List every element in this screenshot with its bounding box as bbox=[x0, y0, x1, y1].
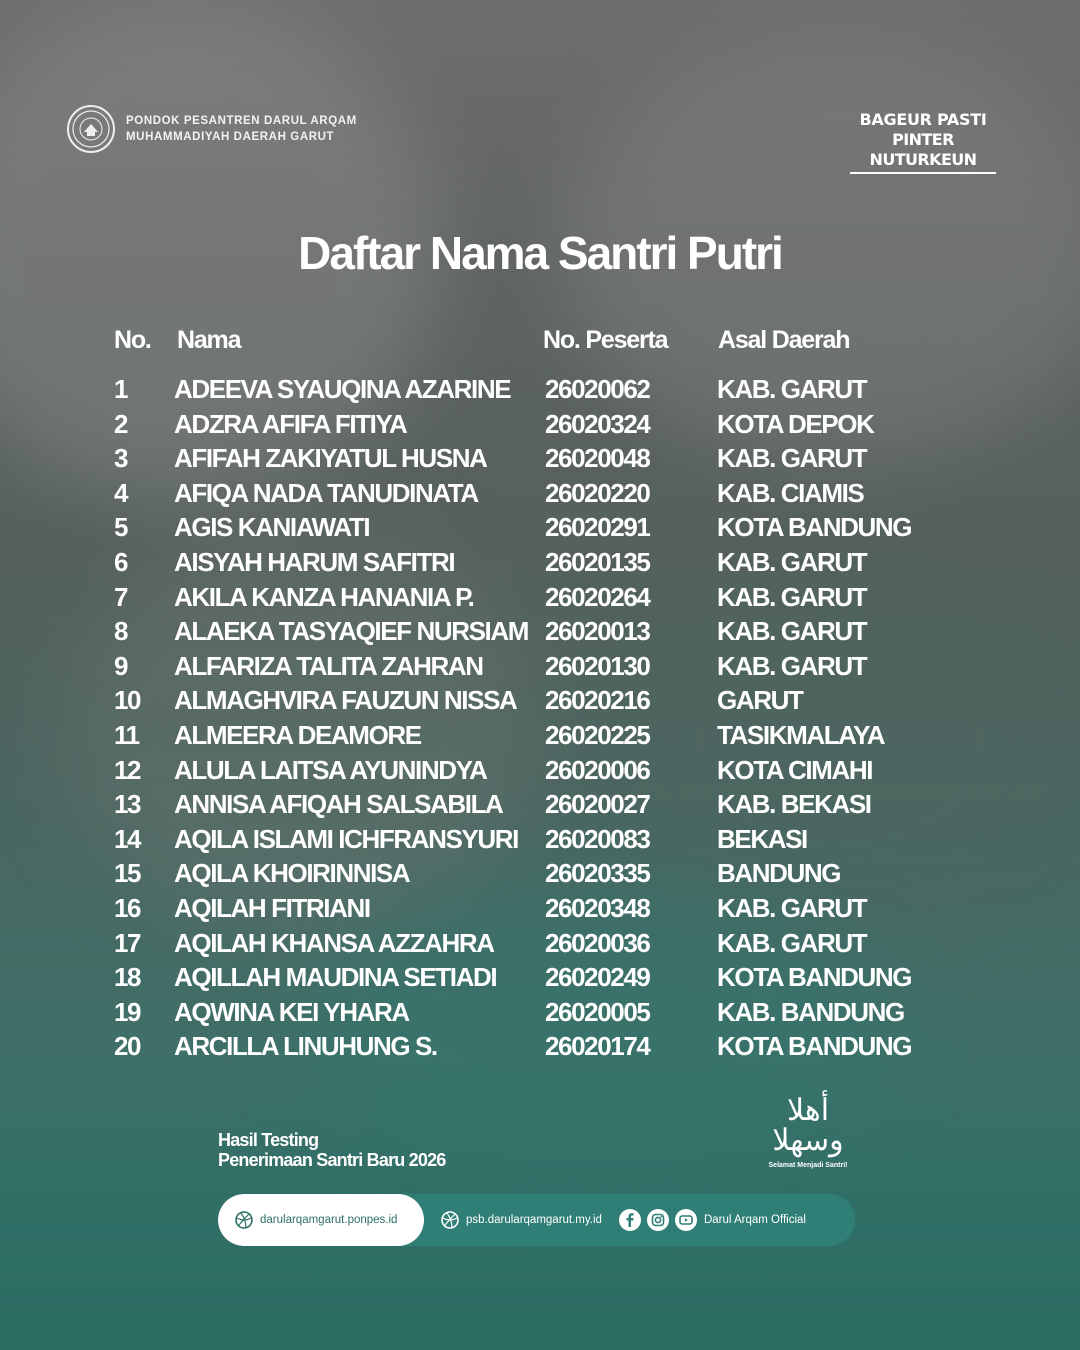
slogan-line1: BAGEUR PASTI bbox=[859, 110, 987, 129]
participant-number: 26020324 bbox=[545, 408, 650, 439]
region: KOTA CIMAHI bbox=[717, 754, 873, 785]
row-number: 9 bbox=[114, 650, 128, 681]
contact-bar bbox=[218, 1194, 855, 1246]
seal-logo-icon bbox=[66, 104, 116, 154]
result-line1: Hasil Testing bbox=[218, 1130, 319, 1150]
result-line2: Penerimaan Santri Baru 2026 bbox=[218, 1150, 446, 1170]
website-link-main[interactable] bbox=[218, 1194, 424, 1246]
participant-number: 26020335 bbox=[545, 858, 650, 889]
column-header-region: Asal Daerah bbox=[718, 326, 850, 354]
student-name: AQILA ISLAMI ICHFRANSYURI bbox=[174, 823, 518, 854]
row-number: 13 bbox=[114, 789, 141, 820]
row-number: 8 bbox=[114, 616, 128, 647]
organization-header bbox=[66, 104, 357, 154]
participant-number: 26020216 bbox=[545, 685, 650, 716]
region: KAB. GARUT bbox=[717, 443, 867, 474]
row-number: 19 bbox=[114, 996, 141, 1027]
row-number: 11 bbox=[114, 720, 139, 750]
student-name: AFIFAH ZAKIYATUL HUSNA bbox=[174, 443, 487, 474]
region: KAB. BANDUNG bbox=[717, 996, 904, 1027]
student-name: AQILAH FITRIANI bbox=[174, 893, 370, 923]
column-header-name: Nama bbox=[177, 326, 241, 354]
student-name: AGIS KANIAWATI bbox=[174, 512, 370, 543]
participant-number: 26020130 bbox=[545, 650, 650, 681]
participant-number: 26020249 bbox=[545, 962, 650, 993]
social-icons bbox=[618, 1208, 698, 1232]
region: KAB. GARUT bbox=[717, 927, 867, 958]
facebook-icon[interactable] bbox=[618, 1208, 642, 1232]
student-name: ADZRA AFIFA FITIYA bbox=[174, 408, 407, 439]
row-number: 12 bbox=[114, 754, 141, 785]
region: KOTA BANDUNG bbox=[717, 512, 912, 543]
participant-number: 26020005 bbox=[545, 996, 650, 1027]
region: KAB. GARUT bbox=[717, 581, 867, 612]
row-number: 6 bbox=[114, 547, 128, 577]
student-name: AISYAH HARUM SAFITRI bbox=[174, 547, 455, 577]
region: BEKASI bbox=[717, 823, 807, 854]
row-number: 3 bbox=[114, 443, 128, 474]
participant-number: 26020027 bbox=[545, 789, 650, 820]
row-number: 14 bbox=[114, 823, 141, 854]
region: KAB. GARUT bbox=[717, 374, 867, 404]
participant-number: 26020036 bbox=[545, 927, 650, 958]
student-name: AQILA KHOIRINNISA bbox=[174, 858, 410, 889]
region: BANDUNG bbox=[717, 858, 841, 889]
welcome-calligraphy bbox=[760, 1093, 856, 1169]
row-number: 17 bbox=[114, 927, 141, 958]
participant-number: 26020225 bbox=[545, 720, 650, 750]
student-name: AKILA KANZA HANANIA P. bbox=[174, 581, 474, 612]
column-header-no: No. bbox=[114, 326, 151, 354]
participant-number: 26020348 bbox=[545, 893, 650, 923]
row-number: 4 bbox=[114, 477, 128, 508]
row-number: 10 bbox=[114, 685, 141, 716]
welcome-arabic: أهلا وسهلا bbox=[772, 1093, 844, 1158]
participant-number: 26020083 bbox=[545, 823, 650, 854]
student-name: ARCILLA LINUHUNG S. bbox=[174, 1031, 437, 1062]
globe-icon bbox=[234, 1210, 254, 1230]
contact-right bbox=[440, 1194, 806, 1246]
column-header-id: No. Peserta bbox=[543, 326, 668, 354]
row-number: 20 bbox=[114, 1031, 141, 1062]
org-name-line2: MUHAMMADIYAH DAERAH GARUT bbox=[126, 131, 335, 143]
participant-number: 26020062 bbox=[545, 374, 650, 404]
row-number: 1 bbox=[114, 374, 128, 404]
student-name: ALULA LAITSA AYUNINDYA bbox=[174, 754, 487, 785]
welcome-subtitle: Selamat Menjadi Santri! bbox=[768, 1162, 848, 1169]
region: KAB. GARUT bbox=[717, 650, 867, 681]
slogan-line2: PINTER NUTURKEUN bbox=[850, 130, 996, 174]
row-number: 18 bbox=[114, 962, 141, 993]
student-name: ANNISA AFIQAH SALSABILA bbox=[174, 789, 503, 820]
participant-number: 26020013 bbox=[545, 616, 650, 647]
region: KOTA BANDUNG bbox=[717, 962, 912, 993]
region: KOTA BANDUNG bbox=[717, 1031, 912, 1062]
region: KAB. GARUT bbox=[717, 547, 867, 577]
participant-number: 26020174 bbox=[545, 1031, 650, 1062]
region: GARUT bbox=[717, 685, 803, 716]
student-name: ALMAGHVIRA FAUZUN NISSA bbox=[174, 685, 517, 716]
youtube-icon[interactable] bbox=[674, 1208, 698, 1232]
student-name: AFIQA NADA TANUDINATA bbox=[174, 477, 478, 508]
student-name: AQWINA KEI YHARA bbox=[174, 996, 409, 1027]
instagram-icon[interactable] bbox=[646, 1208, 670, 1232]
participant-number: 26020264 bbox=[545, 581, 650, 612]
row-number: 7 bbox=[114, 581, 128, 612]
region: KAB. GARUT bbox=[717, 616, 867, 647]
participant-number: 26020048 bbox=[545, 443, 650, 474]
website-main-text: darularqamgarut.ponpes.id bbox=[260, 1214, 398, 1226]
row-number: 16 bbox=[114, 893, 141, 923]
student-name: ALFARIZA TALITA ZAHRAN bbox=[174, 650, 483, 681]
participant-number: 26020006 bbox=[545, 754, 650, 785]
participant-number: 26020135 bbox=[545, 547, 650, 577]
student-name: ALAEKA TASYAQIEF NURSIAM bbox=[174, 616, 529, 647]
student-name: ADEEVA SYAUQINA AZARINE bbox=[174, 374, 511, 404]
participant-number: 26020220 bbox=[545, 477, 650, 508]
region: KAB. GARUT bbox=[717, 893, 867, 923]
region: KAB. CIAMIS bbox=[717, 477, 864, 508]
student-name: AQILAH KHANSA AZZAHRA bbox=[174, 927, 494, 958]
region: KAB. BEKASI bbox=[717, 789, 871, 820]
social-handle[interactable]: Darul Arqam Official bbox=[703, 1214, 806, 1226]
result-caption bbox=[218, 1130, 446, 1170]
row-number: 15 bbox=[114, 858, 141, 889]
org-name-line1: PONDOK PESANTREN DARUL ARQAM bbox=[126, 115, 357, 127]
student-name: AQILLAH MAUDINA SETIADI bbox=[174, 962, 497, 993]
row-number: 2 bbox=[114, 408, 128, 439]
website-psb-link[interactable]: psb.darularqamgarut.my.id bbox=[466, 1214, 602, 1226]
globe-icon bbox=[440, 1210, 460, 1230]
slogan bbox=[850, 110, 996, 174]
region: TASIKMALAYA bbox=[717, 720, 885, 750]
participant-number: 26020291 bbox=[545, 512, 650, 543]
row-number: 5 bbox=[114, 512, 128, 543]
page-title: Daftar Nama Santri Putri bbox=[298, 227, 782, 279]
region: KOTA DEPOK bbox=[717, 408, 874, 439]
student-name: ALMEERA DEAMORE bbox=[174, 720, 421, 750]
